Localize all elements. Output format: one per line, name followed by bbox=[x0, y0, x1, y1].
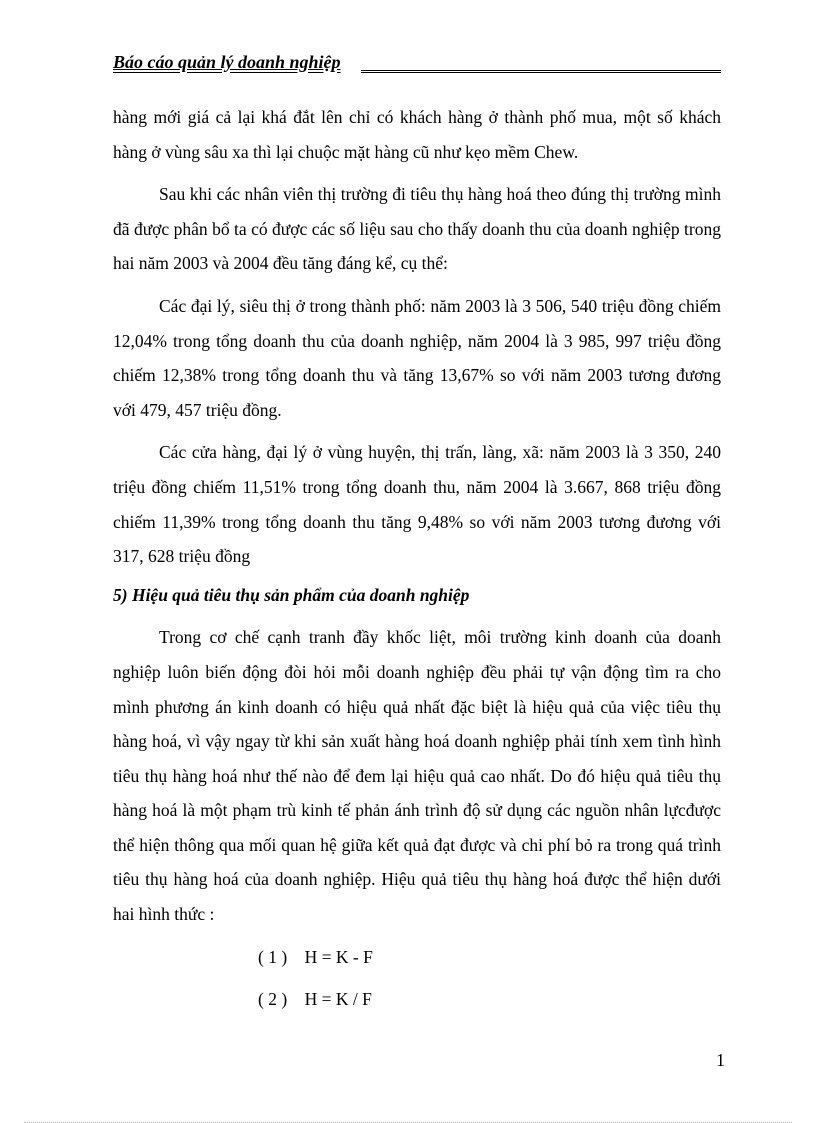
paragraph-4: Các cửa hàng, đại lý ở vùng huyện, thị trấn, làng, xã: năm 2003 là 3 350, 240 triệu đồng chiếm 11,51% trong tổng doanh thu, năm 2004 là 3.667, 868 triệu đồng chiếm 11,39% trong tổng doanh thu tăng 9,48% so với năm 2003 tương đương với 317, 628 triệu đồng bbox=[113, 442, 721, 567]
header-title: Báo cáo quản lý doanh nghiệp bbox=[113, 52, 341, 72]
document-body bbox=[113, 100, 721, 1020]
page-header bbox=[113, 52, 721, 82]
formula-1: ( 1 ) H = K - F bbox=[258, 946, 373, 967]
paragraph-3: Các đại lý, siêu thị ở trong thành phố: năm 2003 là 3 506, 540 triệu đồng chiếm 12,04% trong tổng doanh thu của doanh nghiệp, năm 2004 là 3 985, 997 triệu đồng chiếm 12,38% trong tổng doanh thu và tăng 13,67% so với năm 2003 tương đương với 479, 457 triệu đồng. bbox=[113, 295, 721, 420]
header-rule bbox=[361, 70, 721, 79]
paragraph-5: Trong cơ chế cạnh tranh đầy khốc liệt, môi trường kinh doanh của doanh nghiệp luôn biến động đòi hỏi mỗi doanh nghiệp đều phải tự vận động tìm ra cho mình phương án kinh doanh có hiệu quả nhất đặc biệt là hiệu quả của việc tiêu thụ hàng hoá, vì vậy ngay từ khi sản xuất hàng hoá doanh nghiệp phải tính xem tình hình tiêu thụ hàng hoá như thế nào để đem lại hiệu quả cao nhất. Do đó hiệu quả tiêu thụ hàng hoá là một phạm trù kinh tế phản ánh trình độ sử dụng các nguồn nhân lựcđược thể hiện thông qua mối quan hệ giữa kết quả đạt được và chi phí bỏ ra trong quá trình tiêu thụ hàng hoá của doanh nghiệp. Hiệu quả tiêu thụ hàng hoá được thể hiện dưới hai hình thức : bbox=[113, 627, 721, 925]
section-heading: 5) Hiệu quả tiêu thụ sản phẩm của doanh nghiệp bbox=[113, 584, 470, 605]
paragraph-1: hàng mới giá cả lại khá đắt lên chỉ có khách hàng ở thành phố mua, một số khách hàng ở vùng sâu xa thì lại chuộc mặt hàng cũ như kẹo mềm Chew. bbox=[113, 107, 721, 162]
page-number: 1 bbox=[716, 1050, 725, 1070]
paragraph-2: Sau khi các nhân viên thị trường đi tiêu thụ hàng hoá theo đúng thị trường mình đã được phân bổ ta có được các số liệu sau cho thấy doanh thu của doanh nghiệp trong hai năm 2003 và 2004 đều tăng đáng kể, cụ thể: bbox=[113, 184, 721, 274]
formula-2: ( 2 ) H = K / F bbox=[258, 988, 372, 1009]
